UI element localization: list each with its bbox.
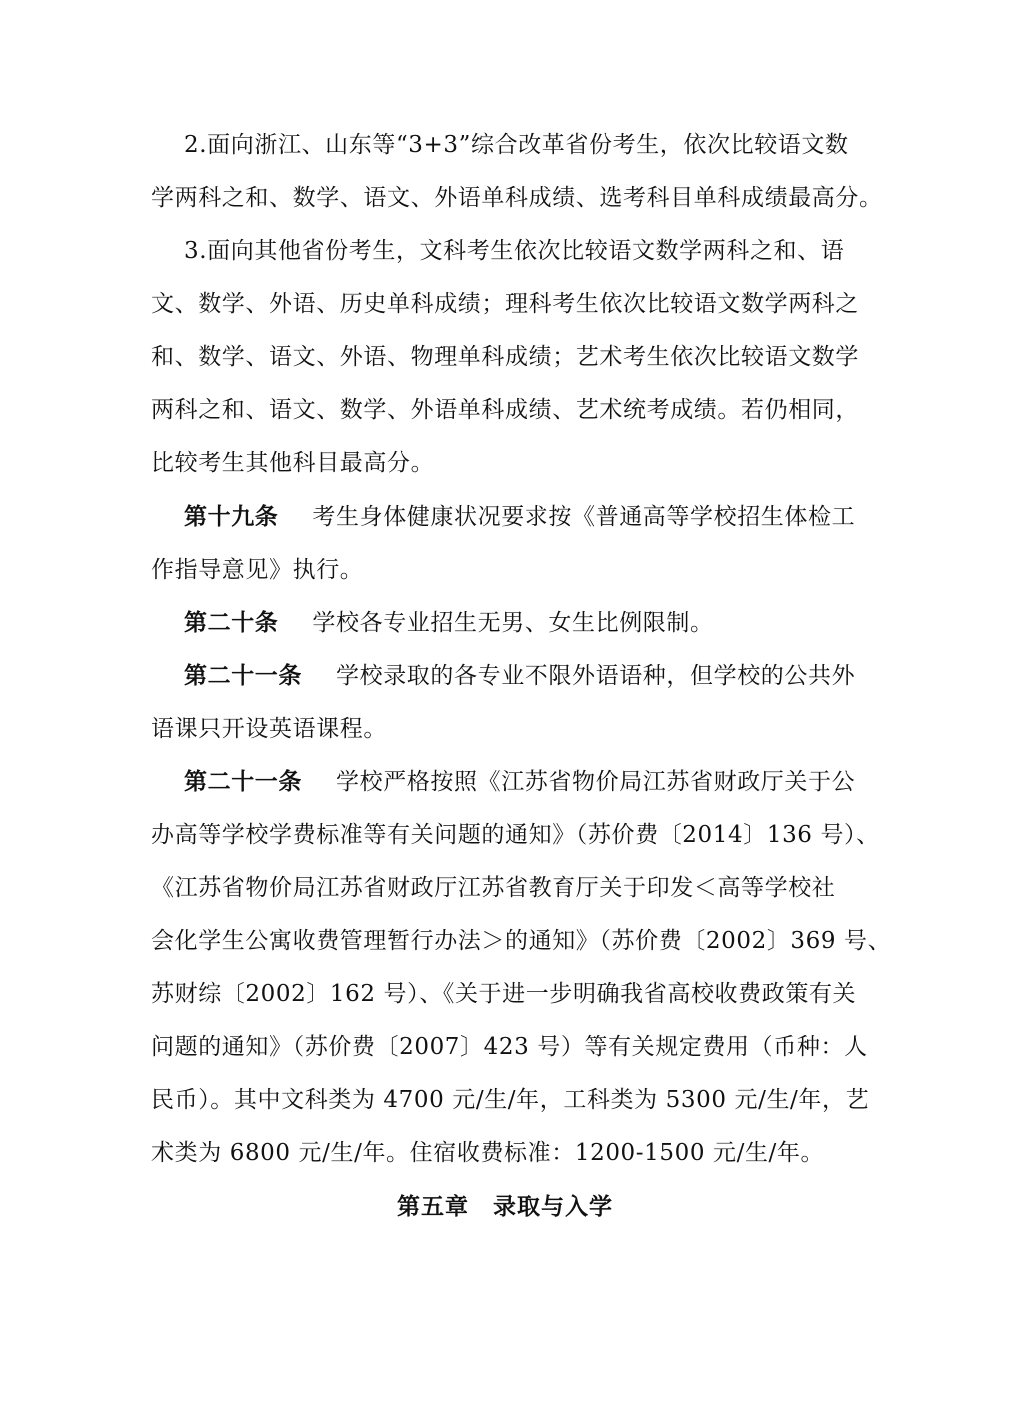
article-19 (184, 502, 861, 532)
article-21b-line-8: 术类为 6800 元/生/年。住宿收费标准：1200-1500 元/生/年。 (151, 1140, 825, 1166)
paragraph-2-line-1: 2.面向浙江、山东等“3+3”综合改革省份考生，依次比较语文数 (184, 132, 849, 158)
paragraph-3-line-4: 两科之和、语文、数学、外语单科成绩、艺术统考成绩。若仍相同， (151, 397, 859, 423)
chapter-title: 录取与入学 (493, 1194, 613, 1220)
article-21b-text: 学校严格按照《江苏省物价局江苏省财政厅关于公 (336, 769, 856, 795)
paragraph-3-line-1: 3.面向其他省份考生，文科考生依次比较语文数学两科之和、语 (184, 238, 845, 264)
article-20-text: 学校各专业招生无男、女生比例限制。 (312, 610, 714, 636)
article-21a-title: 第二十一条 (184, 663, 302, 689)
article-21b-line-2: 办高等学校学费标准等有关问题的通知》（苏价费〔2014〕136 号）、 (151, 822, 880, 848)
article-19-text: 考生身体健康状况要求按《普通高等学校招生体检工 (312, 504, 856, 530)
article-21b-line-7: 民币）。其中文科类为 4700 元/生/年，工科类为 5300 元/生/年，艺 (151, 1087, 870, 1113)
article-21b-line-3: 《江苏省物价局江苏省财政厅江苏省教育厅关于印发＜高等学校社 (151, 875, 836, 901)
article-21a-line-2: 语课只开设英语课程。 (151, 716, 387, 742)
article-21b-line-4: 会化学生公寓收费管理暂行办法＞的通知》（苏价费〔2002〕369 号、 (151, 928, 892, 954)
article-21a (184, 661, 861, 691)
article-21b-line-6: 问题的通知》（苏价费〔2007〕423 号）等有关规定费用（币种：人 (151, 1034, 868, 1060)
article-21b (184, 767, 861, 797)
chapter-heading (0, 1192, 1010, 1222)
article-19-title: 第十九条 (184, 504, 279, 530)
paragraph-3-line-3: 和、数学、语文、外语、物理单科成绩；艺术考生依次比较语文数学 (151, 344, 859, 370)
article-19-line-2: 作指导意见》执行。 (151, 557, 364, 583)
article-20-title: 第二十条 (184, 610, 279, 636)
article-21a-text: 学校录取的各专业不限外语语种，但学校的公共外 (336, 663, 856, 689)
paragraph-2-line-2: 学两科之和、数学、语文、外语单科成绩、选考科目单科成绩最高分。 (151, 185, 883, 211)
paragraph-3-line-5: 比较考生其他科目最高分。 (151, 450, 435, 476)
article-20 (184, 608, 861, 638)
chapter-number: 第五章 (397, 1194, 469, 1220)
paragraph-3-line-2: 文、数学、外语、历史单科成绩；理科考生依次比较语文数学两科之 (151, 291, 859, 317)
article-21b-title: 第二十一条 (184, 769, 302, 795)
article-21b-line-5: 苏财综〔2002〕162 号）、《关于进一步明确我省高校收费政策有关 (151, 981, 857, 1007)
